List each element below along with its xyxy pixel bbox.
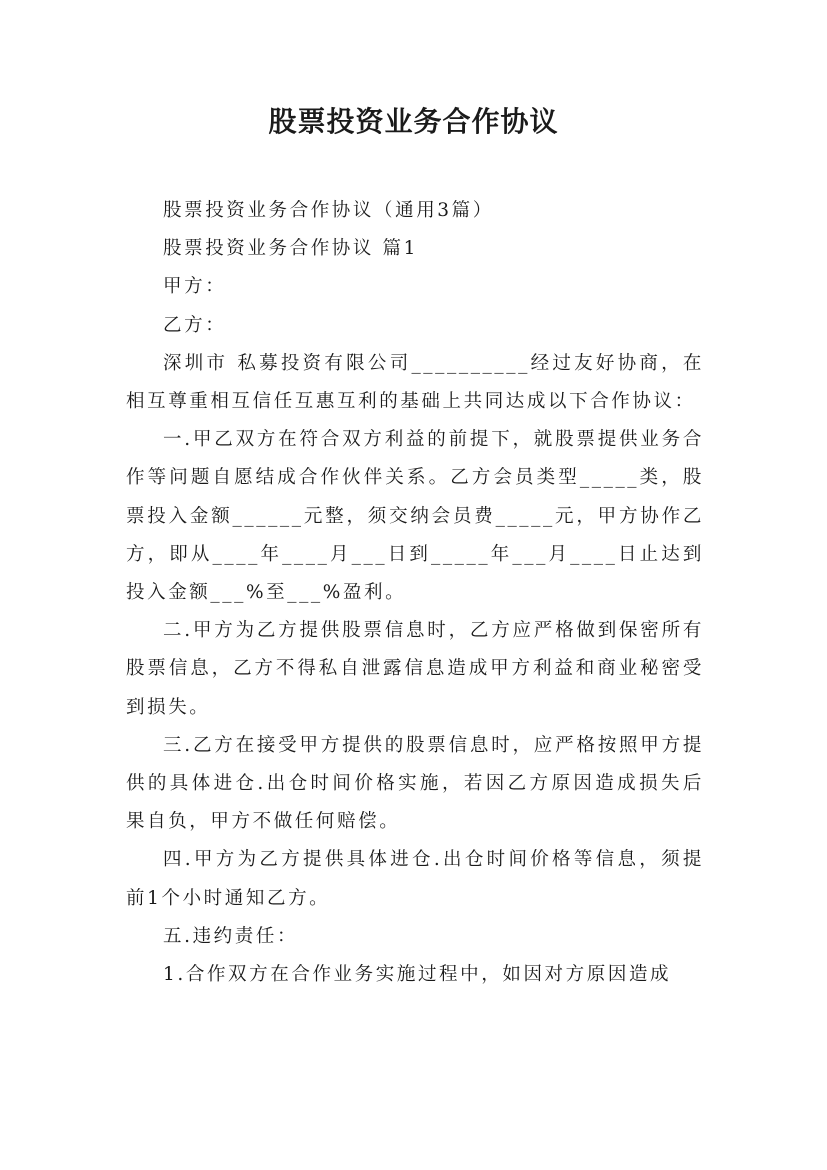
paragraph-clause-4: 四.甲方为乙方提供具体进仓.出仓时间价格等信息，须提前1个小时通知乙方。	[126, 849, 704, 909]
paragraph-clause-5-heading: 五.违约责任：	[163, 925, 299, 947]
document-title: 股票投资业务合作协议	[268, 105, 559, 138]
document-body	[126, 192, 704, 994]
paragraph-party-b: 乙方：	[163, 314, 227, 336]
paragraph-clause-2: 二.甲方为乙方提供股票信息时，乙方应严格做到保密所有股票信息，乙方不得私自泄露信息造成甲方利益和商业秘密受到损失。	[126, 620, 704, 718]
paragraph-clause-1: 一.甲乙双方在符合双方利益的前提下，就股票提供业务合作等问题自愿结成合作伙伴关系。乙方会员类型_____类，股票投入金额______元整，须交纳会员费_____元，甲方协作乙方，即从____年____月___日到_____年___月____日止达到投入金额___%至___%盈利。	[126, 429, 704, 604]
paragraph-subtitle: 股票投资业务合作协议（通用3篇）	[163, 200, 494, 221]
paragraph-party-a: 甲方：	[163, 276, 227, 298]
paragraph-preamble: 深圳市 私募投资有限公司__________经过友好协商，在相互尊重相互信任互惠互利的基础上共同达成以下合作协议：	[126, 352, 704, 413]
paragraph-section-heading: 股票投资业务合作协议 篇1	[163, 238, 418, 260]
paragraph-clause-3: 三.乙方在接受甲方提供的股票信息时，应严格按照甲方提供的具体进仓.出仓时间价格实施，若因乙方原因造成损失后果自负，甲方不做任何赔偿。	[126, 734, 704, 833]
paragraph-clause-5-1: 1.合作双方在合作业务实施过程中，如因对方原因造成	[163, 964, 672, 986]
